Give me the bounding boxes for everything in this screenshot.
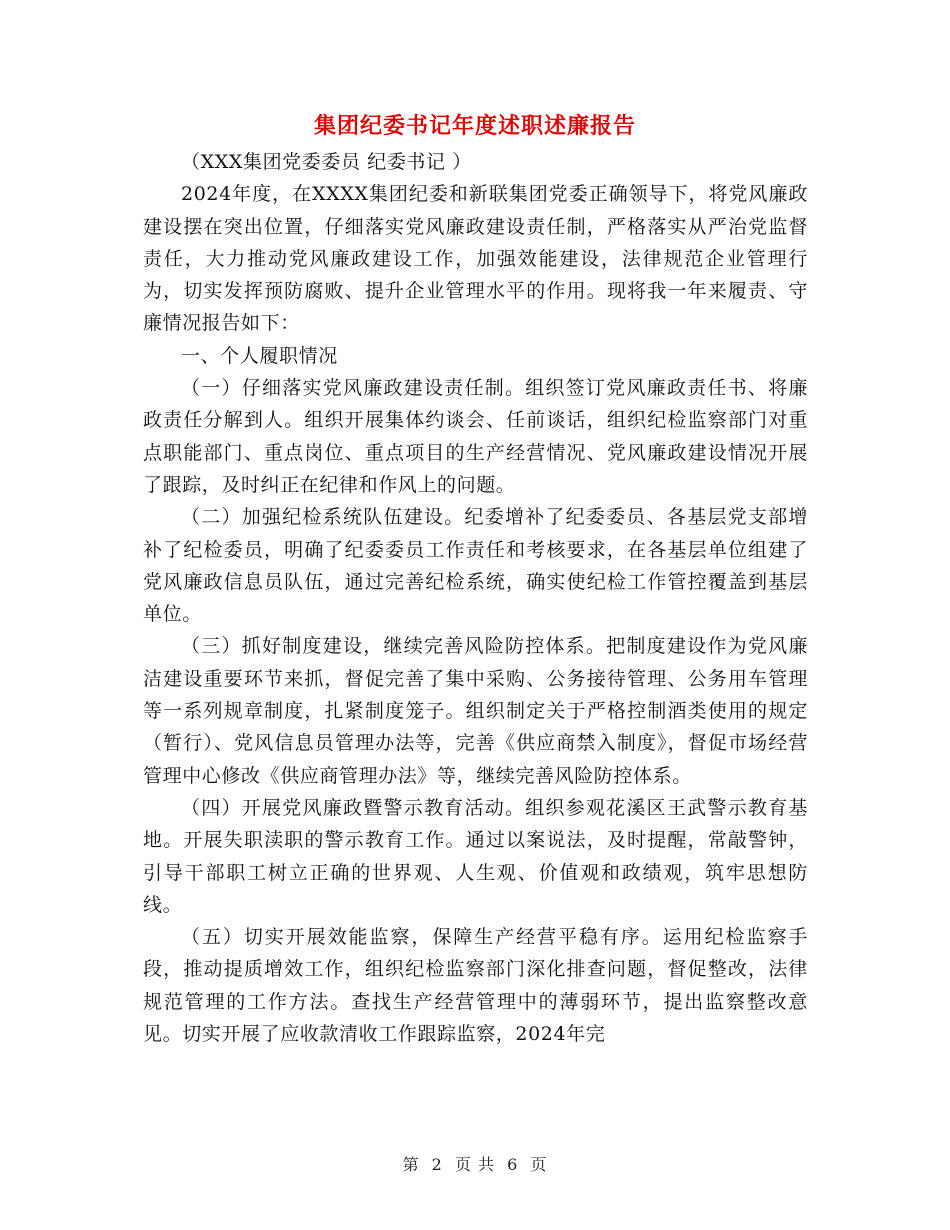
total-pages-number: 6 xyxy=(507,1155,519,1174)
paragraph-item-1: （一）仔细落实党风廉政建设责任制。组织签订党风廉政责任书、将廉政责任分解到人。组织开展集体约谈会、任前谈话，组织纪检监察部门对重点职能部门、重点岗位、重点项目的生产经营情况、党风廉政建设情况开展了跟踪，及时纠正在纪律和作风上的问题。 xyxy=(143,377,808,496)
paragraph-item-5: （五）切实开展效能监察，保障生产经营平稳有序。运用纪检监察手段，推动提质增效工作，组织纪检监察部门深化排查问题，督促整改，法律规范管理的工作方法。查找生产经营管理中的薄弱环节，提出监察整改意见。切实开展了应收款清收工作跟踪监察，2024年完 xyxy=(143,926,808,1046)
current-page-number: 2 xyxy=(431,1155,443,1174)
author-line: （XXX集团党委委员 纪委书记 ） xyxy=(181,151,472,173)
page-footer xyxy=(0,1152,950,1175)
paragraph-item-2: （二）加强纪检系统队伍建设。纪委增补了纪委委员、各基层党支部增补了纪检委员，明确了纪委委员工作责任和考核要求，在各基层单位组建了党风廉政信息员队伍，通过完善纪检系统，确实使纪检工作管控覆盖到基层单位。 xyxy=(143,506,808,626)
document-title: 集团纪委书记年度述职述廉报告 xyxy=(313,113,636,139)
section-heading: 一、个人履职情况 xyxy=(181,344,338,367)
paragraph-item-3: （三）抓好制度建设，继续完善风险防控体系。把制度建设作为党风廉洁建设重要环节来抓，督促完善了集中采购、公务接待管理、公务用车管理等一系列规章制度，扎紧制度笼子。组织制定关于严格控制酒类使用的规定（暂行）、党风信息员管理办法等，完善《供应商禁入制度》，督促市场经营管理中心修改《供应商管理办法》等，继续完善风险防控体系。 xyxy=(143,635,808,787)
document-body xyxy=(143,146,808,1050)
page-label-suffix: 页 xyxy=(530,1155,548,1174)
page-label-mid: 页 共 xyxy=(454,1155,496,1174)
page-label-prefix: 第 xyxy=(402,1155,420,1174)
intro-paragraph: 2024年度，在XXXX集团纪委和新联集团党委正确领导下，将党风廉政建设摆在突出位置，仔细落实党风廉政建设责任制，严格落实从严治党监督责任，大力推动党风廉政建设工作，加强效能建设，法律规范企业管理行为，切实发挥预防腐败、提升企业管理水平的作用。现将我一年来履责、守廉情况报告如下： xyxy=(143,183,808,335)
paragraph-item-4: （四）开展党风廉政暨警示教育活动。组织参观花溪区王武警示教育基地。开展失职渎职的警示教育工作。通过以案说法，及时提醒，常敲警钟，引导干部职工树立正确的世界观、人生观、价值观和政绩观，筑牢思想防线。 xyxy=(143,796,808,916)
